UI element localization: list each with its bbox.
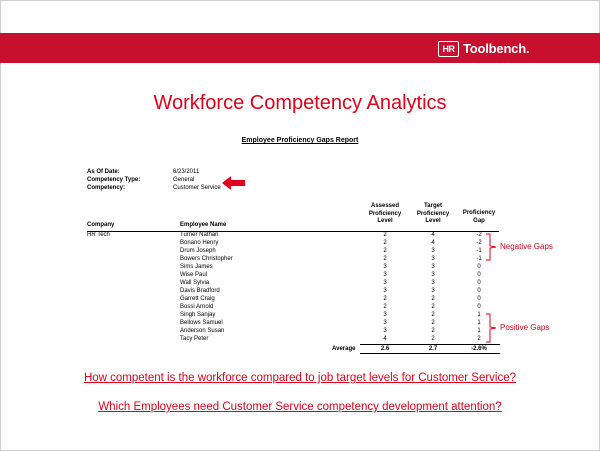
assessed-value: 4 [383,336,387,342]
col-target-line: Level [425,218,441,224]
assessed-value: 2 [383,248,387,254]
table-row [0,335,600,343]
assessed-value: 3 [383,320,387,326]
gap-value: 0 [477,288,481,294]
employee-name: Garrett Craig [180,296,215,302]
gap-value: -2 [476,240,482,246]
meta-value: General [173,177,195,183]
employee-name: Drum Joseph [180,248,216,254]
assessed-value: 2 [383,256,387,262]
gap-value: 0 [477,304,481,310]
employee-name: Bossi Arnold [180,304,214,310]
average-assessed: 2.6 [380,346,390,352]
gap-value: -1 [476,248,482,254]
average-target: 2.7 [428,346,438,352]
company-cell: HR Tech [87,232,110,238]
gap-value: 0 [477,296,481,302]
gap-value: -2 [476,232,482,238]
target-value: 2 [431,304,435,310]
assessed-value: 3 [383,280,387,286]
employee-name: Sims James [180,264,213,270]
assessed-value: 3 [383,272,387,278]
negative-gaps-label: Negative Gaps [500,242,553,251]
assessed-value: 3 [383,288,387,294]
employee-name: Wise Paul [180,272,208,278]
table-row [0,295,600,303]
employee-name: Bonano Henry [180,240,219,246]
col-target-line: Proficiency [416,210,450,217]
col-assessed-line: Assessed [370,203,400,209]
average-row [0,345,600,353]
table-row [0,231,600,239]
target-value: 3 [431,288,435,294]
question-link[interactable]: How competent is the workforce compared to job target levels for Customer Service? [83,372,517,384]
table-row [0,311,600,319]
col-target [408,203,458,226]
red-arrow-icon [222,175,246,191]
meta-value: 6/23/2011 [173,169,200,175]
target-value: 2 [431,296,435,302]
logo-mark: HR [438,41,459,57]
col-target-line: Target [424,203,442,209]
assessed-value: 2 [383,232,387,238]
employee-name: Davis Bradford [180,288,220,294]
col-assessed [360,203,410,226]
employee-name: Bellows Samuel [180,320,223,326]
report-title: Employee Proficiency Gaps Report [241,137,359,144]
gap-value: 0 [477,272,481,278]
col-gap-line: Proficiency [462,210,496,216]
assessed-value: 3 [383,312,387,318]
assessed-value: 2 [383,304,387,310]
meta-value: Customer Service [173,185,221,191]
slide-title: Workforce Competency Analytics [153,92,447,114]
target-value: 3 [431,280,435,286]
table-row [0,263,600,271]
meta-key: As Of Date: [87,169,120,175]
employee-name: Bowers Christopher [180,256,233,262]
question-link[interactable]: Which Employees need Customer Service competency development attention? [98,401,502,413]
col-company: Company [87,222,115,228]
average-underline [360,353,500,354]
employee-name: Anderson Susan [180,328,225,334]
table-row [0,255,600,263]
meta-key: Competency Type: [87,177,141,183]
target-value: 2 [431,312,435,318]
gap-value: 1 [477,312,481,318]
positive-gaps-label: Positive Gaps [500,323,550,332]
employee-name: Wall Sylvia [180,280,210,286]
target-value: 2 [431,336,435,342]
col-employee-name: Employee Name [180,222,227,228]
employee-name: Singh Sanjay [180,312,216,318]
average-label: Average [332,346,356,352]
target-value: 4 [431,240,435,246]
assessed-value: 2 [383,240,387,246]
assessed-value: 2 [383,296,387,302]
gap-value: 1 [477,320,481,326]
hr-toolbench-logo [438,39,529,58]
col-assessed-line: Proficiency [368,210,402,217]
meta-key: Competency: [87,185,126,191]
gap-value: 2 [477,336,481,342]
average-gap: -2.6% [471,346,487,352]
table-row [0,287,600,295]
employee-name: Turner Nathan [180,232,219,238]
target-value: 2 [431,328,435,334]
assessed-value: 3 [383,264,387,270]
table-row [0,303,600,311]
assessed-value: 3 [383,328,387,334]
col-gap-line: Gap [473,217,485,224]
col-gap [454,210,504,225]
target-value: 2 [431,320,435,326]
gap-value: 1 [477,328,481,334]
logo-text: Toolbench. [463,41,530,56]
employee-name: Tacy Peter [180,336,209,342]
col-assessed-line: Level [377,218,393,224]
target-value: 4 [431,232,435,238]
gap-value: 0 [477,264,481,270]
target-value: 3 [431,264,435,270]
target-value: 3 [431,272,435,278]
table-row [0,279,600,287]
gap-value: 0 [477,280,481,286]
table-row [0,271,600,279]
target-value: 3 [431,248,435,254]
target-value: 3 [431,256,435,262]
gap-value: -1 [476,256,482,262]
